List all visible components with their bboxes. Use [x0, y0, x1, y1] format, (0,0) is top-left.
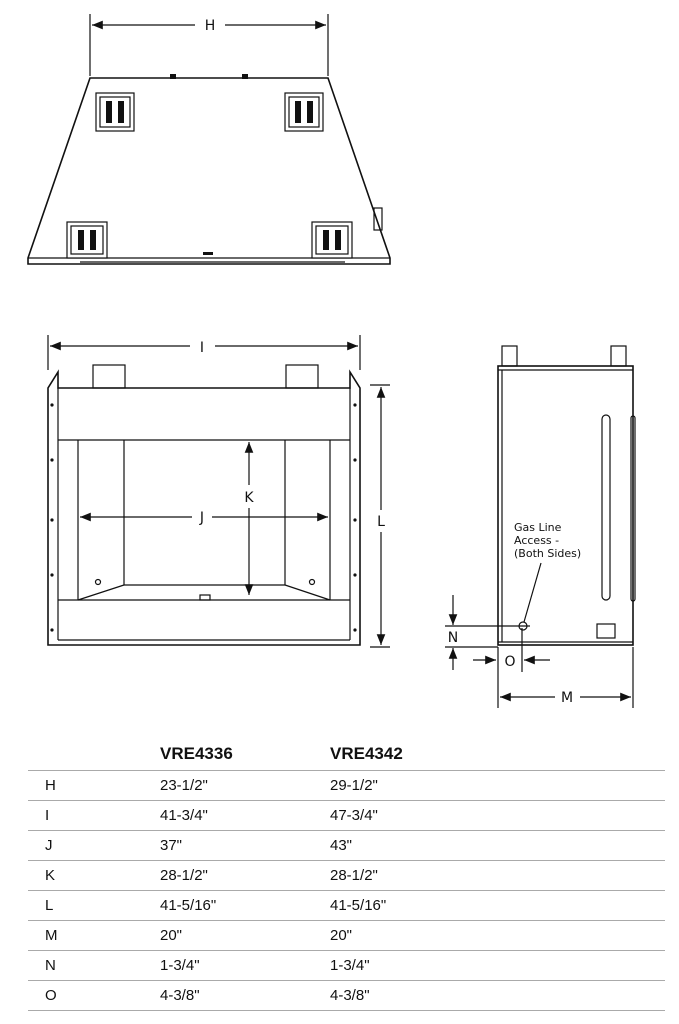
- dimension-value: 20": [160, 921, 330, 951]
- header-model-1: VRE4336: [160, 744, 233, 763]
- dimension-letter: L: [28, 891, 160, 921]
- table-row: [28, 771, 665, 801]
- dimension-value: 1-3/4": [330, 951, 665, 981]
- table-row: [28, 921, 665, 951]
- dimension-value: 43": [330, 831, 665, 861]
- dimension-letter: K: [28, 861, 160, 891]
- dim-label-j: J: [199, 510, 205, 526]
- dimension-letter: H: [28, 771, 160, 801]
- dimension-value: 28-1/2": [160, 861, 330, 891]
- table-row: [28, 981, 665, 1011]
- dimension-value: 23-1/2": [160, 771, 330, 801]
- dimension-value: 41-5/16": [160, 891, 330, 921]
- dimension-value: 20": [330, 921, 665, 951]
- front-view: [48, 335, 390, 647]
- dimension-letter: J: [28, 831, 160, 861]
- dimension-value: 1-3/4": [160, 951, 330, 981]
- dim-label-h: H: [204, 18, 216, 34]
- dimension-value: 29-1/2": [330, 771, 665, 801]
- dimension-value: 4-3/8": [330, 981, 665, 1011]
- gas-note-line2: Access -: [514, 534, 560, 547]
- gas-note-line1: Gas Line: [514, 521, 562, 534]
- top-view: [28, 14, 390, 264]
- dimensions-table: [28, 738, 665, 1011]
- dim-label-i: I: [199, 340, 205, 356]
- dim-label-o: O: [504, 654, 516, 670]
- dimension-value: 47-3/4": [330, 801, 665, 831]
- dimension-value: 28-1/2": [330, 861, 665, 891]
- dimension-value: 41-5/16": [330, 891, 665, 921]
- dimension-letter: O: [28, 981, 160, 1011]
- dim-label-n: N: [447, 630, 459, 646]
- table-row: [28, 861, 665, 891]
- dim-label-m: M: [560, 690, 574, 706]
- dimension-value: 41-3/4": [160, 801, 330, 831]
- gas-note-line3: (Both Sides): [514, 547, 582, 560]
- header-blank: [28, 738, 160, 771]
- dimension-letter: N: [28, 951, 160, 981]
- table-row: [28, 831, 665, 861]
- header-model-2: VRE4342: [330, 744, 403, 763]
- dimension-letter: M: [28, 921, 160, 951]
- table-row: [28, 801, 665, 831]
- dimension-letter: I: [28, 801, 160, 831]
- table-row: [28, 891, 665, 921]
- dim-label-k: K: [244, 490, 254, 506]
- dimension-value: 4-3/8": [160, 981, 330, 1011]
- dim-label-l: L: [377, 514, 385, 530]
- dimension-value: 37": [160, 831, 330, 861]
- table-row: [28, 951, 665, 981]
- table-header-row: [28, 738, 665, 771]
